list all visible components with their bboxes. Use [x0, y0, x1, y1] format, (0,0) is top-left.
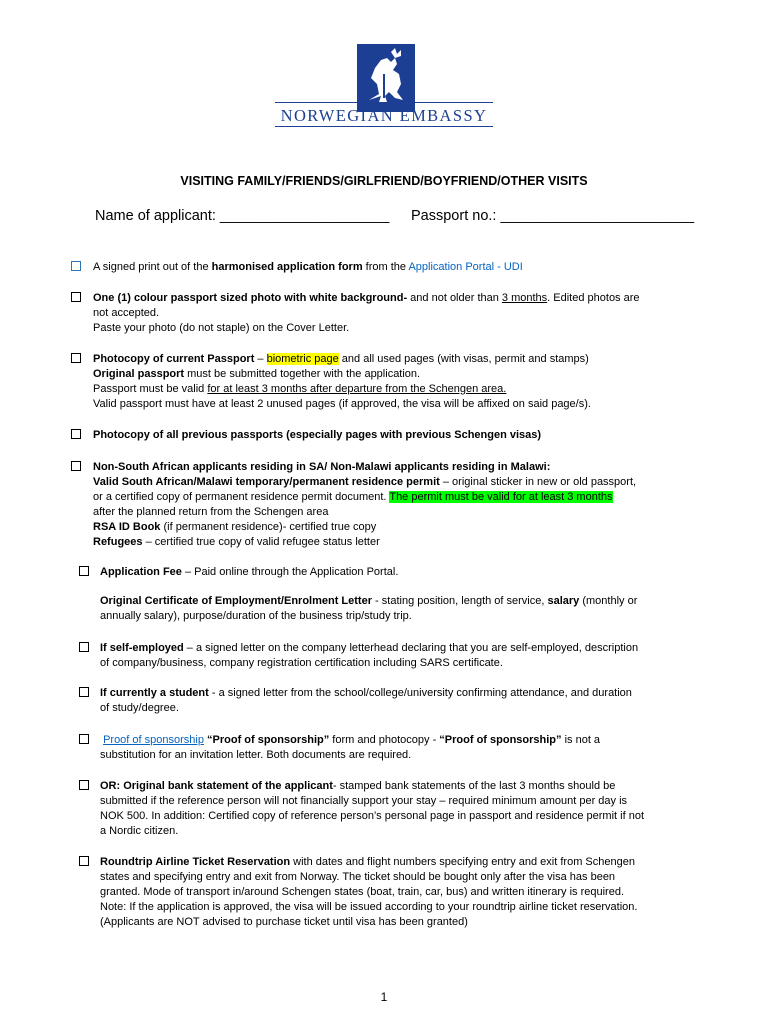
logo-rule-bottom: [275, 126, 493, 127]
item-self-employed: If self-employed – a signed letter on the company letterhead declaring that you are self-employed, description of company/business, company registration certification including SARS certificate.: [100, 642, 639, 669]
item-student: If currently a student - a signed letter from the school/college/university confirming attendance, and duration of study/degree.: [100, 687, 632, 714]
item-non-sa-applicants: Non-South African applicants residing in SA/ Non-Malawi applicants residing in Malawi: Valid South African/Malawi temporary/permanent residence permit – original sticker in new or old passport, or a certified copy of permanent residence permit document. The permit must be valid for at least 3 months after the planned return from the Schengen area RSA ID Book (if permanent residence)- certified true copy Refugees – certified true copy of valid refugee status letter: [93, 461, 637, 548]
checkbox-bank-statement[interactable]: [79, 780, 89, 790]
item-airline-ticket: Roundtrip Airline Ticket Reservation with dates and flight numbers specifying entry and exit from Schengen states and specifying entry and exit from Norway. The ticket should be bought only after the visa has been granted. Mode of transport in/around Schengen states (boat, train, car, bus) and written itinerary is required. Note: If the application is approved, the visa will be issued according to your roundtrip airline ticket reservation. (Applicants are NOT advised to purchase ticket until visa has been granted): [100, 856, 638, 928]
item-application-fee: Application Fee – Paid online through the Application Portal.: [100, 566, 399, 578]
item-previous-passports: Photocopy of all previous passports (especially pages with previous Schengen visas): [93, 429, 542, 441]
checkbox-application-fee[interactable]: [79, 566, 89, 576]
item-bank-statement: OR: Original bank statement of the applicant- stamped bank statements of the last 3 months should be submitted if the reference person will not financially support your stay – required minimum amount per day is NOK 500. In addition: Certified copy of reference person’s personal page in passport and residence permit if not a Nordic citizen.: [100, 780, 645, 837]
checkbox-passport[interactable]: [71, 353, 81, 363]
passport-number-field[interactable]: Passport no.: ________________________: [411, 208, 695, 224]
checkbox-non-sa-applicants[interactable]: [71, 461, 81, 471]
item-employment-certificate: Original Certificate of Employment/Enrolment Letter - stating position, length of service, salary (monthly or annually salary), purpose/duration of the business trip/study trip.: [100, 595, 638, 622]
checkbox-photo[interactable]: [71, 292, 81, 302]
checkbox-sponsorship[interactable]: [79, 734, 89, 744]
checkbox-previous-passports[interactable]: [71, 429, 81, 439]
item-application-form: A signed print out of the harmonised application form from the Application Portal - UDI: [93, 261, 523, 273]
document-title: VISITING FAMILY/FRIENDS/GIRLFRIEND/BOYFRIEND/OTHER VISITS: [180, 174, 588, 188]
checkbox-application-form[interactable]: [71, 261, 81, 271]
page-number: 1: [380, 990, 388, 1004]
logo-rule-top: [275, 102, 493, 103]
checkbox-airline-ticket[interactable]: [79, 856, 89, 866]
embassy-name: NORWEGIAN EMBASSY: [280, 106, 488, 125]
proof-of-sponsorship-link[interactable]: Proof of sponsorship: [103, 734, 204, 746]
item-sponsorship: Proof of sponsorship “Proof of sponsorship” form and photocopy - “Proof of sponsorship” is not a substitution for an invitation letter. Both documents are required.: [100, 734, 601, 761]
application-portal-link[interactable]: Application Portal - UDI: [408, 261, 523, 273]
item-current-passport: Photocopy of current Passport – biometric page and all used pages (with visas, permit and stamps) Original passport must be submitted together with the application. Passport must be valid for at least 3 months after departure from the Schengen area. Valid passport must have at least 2 unused pages (if approved, the visa will be affixed on said page/s).: [93, 353, 591, 410]
applicant-name-field[interactable]: Name of applicant: _____________________: [95, 208, 390, 224]
checkbox-self-employed[interactable]: [79, 642, 89, 652]
item-photo: One (1) colour passport sized photo with white background- and not older than 3 months. Edited photos are not accepted. Paste your photo (do not staple) on the Cover Letter.: [93, 292, 640, 334]
checkbox-student[interactable]: [79, 687, 89, 697]
